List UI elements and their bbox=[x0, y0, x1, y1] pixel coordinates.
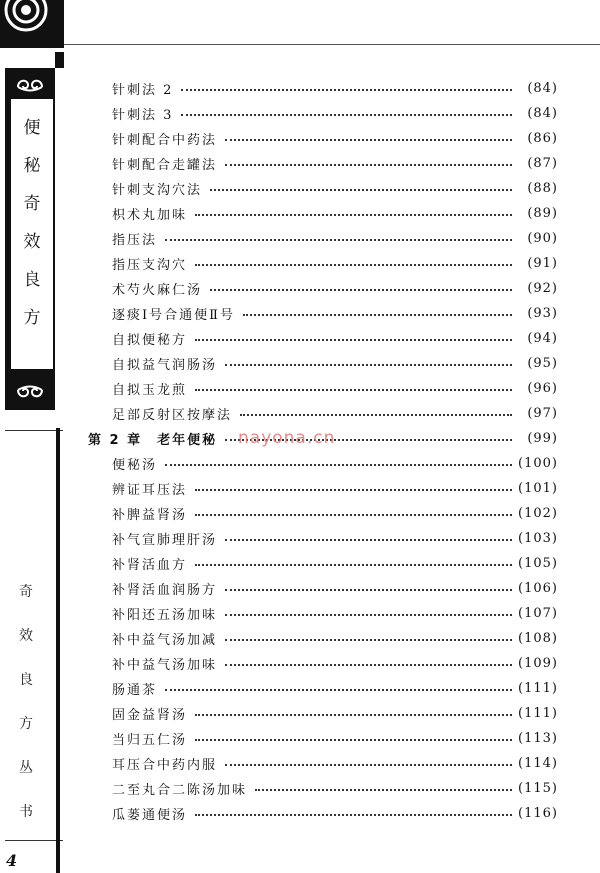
toc-title: 补脾益肾汤 bbox=[88, 504, 191, 523]
dot-leader bbox=[240, 414, 512, 416]
toc-title: 足部反射区按摩法 bbox=[88, 404, 236, 423]
dot-leader bbox=[195, 214, 512, 216]
dot-leader bbox=[225, 539, 512, 541]
toc-entry-row bbox=[88, 626, 558, 651]
toc-title: 补肾活血润肠方 bbox=[88, 579, 221, 598]
dot-leader bbox=[195, 814, 512, 816]
toc-title: 补中益气汤加味 bbox=[88, 654, 221, 673]
toc-entry-row bbox=[88, 701, 558, 726]
toc-page: (90) bbox=[527, 231, 558, 246]
panel-edge bbox=[55, 52, 64, 68]
series-title-char: 奇 bbox=[19, 584, 33, 600]
toc-entry-row bbox=[88, 326, 558, 351]
book-title-char: 良 bbox=[23, 270, 41, 290]
book-title-char: 方 bbox=[23, 308, 41, 328]
toc-title: 二至丸合二陈汤加味 bbox=[88, 779, 251, 798]
dot-leader bbox=[225, 164, 512, 166]
toc-entry-row bbox=[88, 726, 558, 751]
toc-title: 辨证耳压法 bbox=[88, 479, 191, 498]
toc-title: 指压法 bbox=[88, 229, 161, 248]
dot-leader bbox=[181, 114, 512, 116]
toc-page: (102) bbox=[518, 506, 558, 521]
toc-title: 补气宣肺理肝汤 bbox=[88, 529, 221, 548]
toc-title: 补中益气汤加减 bbox=[88, 629, 221, 648]
toc-page: (89) bbox=[527, 206, 558, 221]
toc-entry-row bbox=[88, 76, 558, 101]
dot-leader bbox=[195, 739, 512, 741]
toc-title: 第 2 章 老年便秘 bbox=[88, 429, 221, 448]
toc-title: 瓜蒌通便汤 bbox=[88, 804, 191, 823]
toc-page: (93) bbox=[527, 306, 558, 321]
cloud-ornament-icon bbox=[0, 0, 64, 48]
toc-page: (107) bbox=[518, 606, 558, 621]
toc-entry-row bbox=[88, 226, 558, 251]
toc-page: (101) bbox=[518, 481, 558, 496]
series-title-char: 良 bbox=[19, 672, 33, 688]
book-title-char: 秘 bbox=[23, 156, 41, 176]
dot-leader bbox=[225, 614, 512, 616]
toc-page: (111) bbox=[518, 706, 558, 721]
dot-leader bbox=[195, 389, 512, 391]
toc-entry-row bbox=[88, 526, 558, 551]
toc-entry-row bbox=[88, 476, 558, 501]
cloud-icon bbox=[15, 75, 45, 95]
book-sidebar bbox=[0, 0, 64, 873]
toc-title: 术芍火麻仁汤 bbox=[88, 279, 206, 298]
dot-leader bbox=[225, 589, 512, 591]
table-of-contents bbox=[88, 76, 558, 826]
toc-page: (109) bbox=[518, 656, 558, 671]
divider bbox=[5, 430, 63, 431]
dot-leader bbox=[225, 639, 512, 641]
toc-page: (97) bbox=[527, 406, 558, 421]
toc-entry-row bbox=[88, 276, 558, 301]
dot-leader bbox=[225, 364, 512, 366]
toc-entry-row bbox=[88, 676, 558, 701]
toc-page: (92) bbox=[527, 281, 558, 296]
dot-leader bbox=[165, 464, 512, 466]
dot-leader bbox=[195, 564, 512, 566]
dot-leader bbox=[225, 139, 512, 141]
toc-title: 肠通茶 bbox=[88, 679, 161, 698]
watermark: nayona.cn bbox=[238, 428, 336, 448]
toc-page: (106) bbox=[518, 581, 558, 596]
toc-title: 当归五仁汤 bbox=[88, 729, 191, 748]
toc-page: (96) bbox=[527, 381, 558, 396]
toc-page: (94) bbox=[527, 331, 558, 346]
toc-title: 自拟玉龙煎 bbox=[88, 379, 191, 398]
toc-entry-row bbox=[88, 551, 558, 576]
toc-entry-row bbox=[88, 101, 558, 126]
toc-title: 自拟益气润肠汤 bbox=[88, 354, 221, 373]
toc-page: (86) bbox=[527, 131, 558, 146]
book-title-char: 奇 bbox=[23, 194, 41, 214]
toc-title: 针刺法 2 bbox=[88, 79, 177, 98]
book-title-char: 效 bbox=[23, 232, 41, 252]
toc-title: 针刺配合走罐法 bbox=[88, 154, 221, 173]
dot-leader bbox=[195, 714, 512, 716]
toc-title: 针刺配合中药法 bbox=[88, 129, 221, 148]
toc-entry-row bbox=[88, 401, 558, 426]
title-panel bbox=[5, 68, 55, 410]
dot-leader bbox=[225, 664, 512, 666]
toc-page: (100) bbox=[518, 456, 558, 471]
toc-entry-row bbox=[88, 201, 558, 226]
toc-title: 针刺支沟穴法 bbox=[88, 179, 206, 198]
series-title-char: 丛 bbox=[19, 760, 33, 776]
toc-page: (103) bbox=[518, 531, 558, 546]
toc-page: (116) bbox=[518, 806, 558, 821]
title-frame bbox=[11, 99, 53, 369]
toc-page: (114) bbox=[518, 756, 558, 771]
dot-leader bbox=[225, 764, 512, 766]
toc-page: (111) bbox=[518, 681, 558, 696]
header-rule bbox=[64, 44, 600, 45]
toc-page: (113) bbox=[518, 731, 558, 746]
series-title-vertical bbox=[6, 570, 46, 834]
toc-entry-row bbox=[88, 651, 558, 676]
toc-title: 指压支沟穴 bbox=[88, 254, 191, 273]
dot-leader bbox=[181, 89, 512, 91]
toc-entry-row bbox=[88, 576, 558, 601]
dot-leader bbox=[195, 489, 512, 491]
toc-title: 补肾活血方 bbox=[88, 554, 191, 573]
dot-leader bbox=[255, 789, 512, 791]
toc-title: 固金益肾汤 bbox=[88, 704, 191, 723]
dot-leader bbox=[195, 339, 512, 341]
book-title-char: 便 bbox=[23, 118, 41, 138]
toc-page: (88) bbox=[527, 181, 558, 196]
toc-page: (84) bbox=[527, 106, 558, 121]
dot-leader bbox=[195, 514, 512, 516]
toc-page: (87) bbox=[527, 156, 558, 171]
toc-page: (99) bbox=[527, 431, 558, 446]
toc-title: 逐痰Ⅰ号合通便Ⅱ号 bbox=[88, 304, 239, 323]
series-title-char: 书 bbox=[19, 804, 33, 820]
dot-leader bbox=[165, 239, 512, 241]
dot-leader bbox=[195, 264, 512, 266]
toc-title: 耳压合中药内服 bbox=[88, 754, 221, 773]
cloud-icon bbox=[15, 382, 45, 402]
page-number: 4 bbox=[6, 851, 18, 870]
dot-leader bbox=[165, 689, 512, 691]
toc-page: (84) bbox=[527, 81, 558, 96]
toc-title: 自拟便秘方 bbox=[88, 329, 191, 348]
toc-page: (95) bbox=[527, 356, 558, 371]
toc-entry-row bbox=[88, 376, 558, 401]
toc-page: (115) bbox=[518, 781, 558, 796]
toc-entry-row bbox=[88, 126, 558, 151]
toc-page: (108) bbox=[518, 631, 558, 646]
toc-entry-row bbox=[88, 251, 558, 276]
book-title-vertical bbox=[13, 109, 51, 337]
dot-leader bbox=[210, 189, 512, 191]
toc-entry-row bbox=[88, 451, 558, 476]
toc-entry-row bbox=[88, 776, 558, 801]
toc-entry-row bbox=[88, 601, 558, 626]
toc-entry-row bbox=[88, 501, 558, 526]
toc-page: (91) bbox=[527, 256, 558, 271]
toc-entry-row bbox=[88, 801, 558, 826]
toc-entry-row bbox=[88, 151, 558, 176]
toc-page: (105) bbox=[518, 556, 558, 571]
toc-entry-row bbox=[88, 751, 558, 776]
series-title-char: 效 bbox=[19, 628, 33, 644]
divider bbox=[5, 840, 63, 841]
spine-bar bbox=[56, 428, 60, 873]
toc-entry-row bbox=[88, 176, 558, 201]
toc-title: 补阳还五汤加味 bbox=[88, 604, 221, 623]
toc-title: 枳术丸加味 bbox=[88, 204, 191, 223]
toc-title: 便秘汤 bbox=[88, 454, 161, 473]
series-title-char: 方 bbox=[19, 716, 33, 732]
dot-leader bbox=[243, 314, 512, 316]
toc-title: 针刺法 3 bbox=[88, 104, 177, 123]
dot-leader bbox=[210, 289, 512, 291]
toc-entry-row bbox=[88, 301, 558, 326]
toc-entry-row bbox=[88, 351, 558, 376]
